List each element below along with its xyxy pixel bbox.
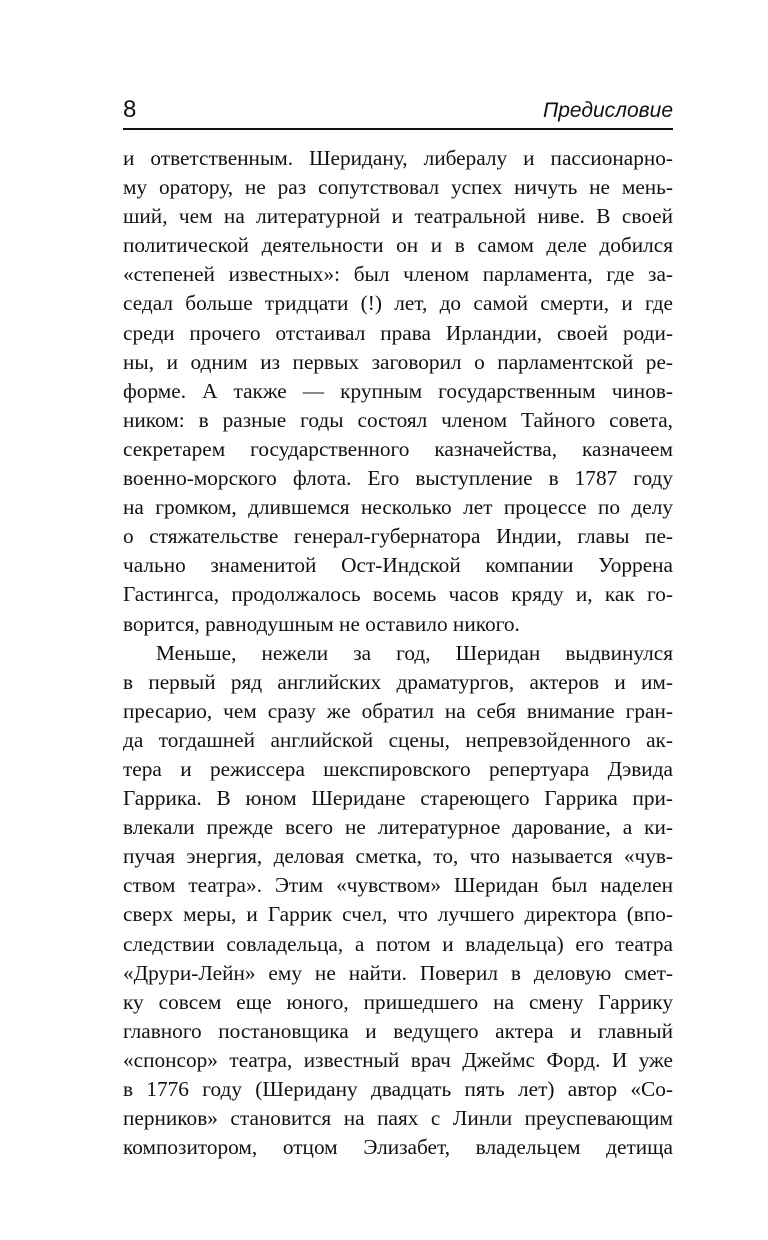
page-header: [123, 92, 673, 130]
text-line: ку совсем еще юного, пришедшего на смену Гаррику: [123, 989, 673, 1014]
text-line: пучая энергия, деловая сметка, то, что называется «чув-: [123, 844, 673, 869]
text-line: пресарио, чем сразу же обратил на себя внимание гран-: [123, 698, 673, 723]
text-line: ником: в разные годы состоял членом Тайного совета,: [123, 407, 673, 432]
text-line: политической деятельности он и в самом деле добился: [123, 233, 673, 258]
text-line: «степеней известных»: был членом парламента, где за-: [123, 262, 673, 287]
text-line: «Друри-Лейн» ему не найти. Поверил в деловую смет-: [123, 960, 673, 985]
text-line: среди прочего отстаивал права Ирландии, своей роди-: [123, 320, 673, 345]
text-line: главного постановщика и ведущего актера и главный: [123, 1018, 673, 1043]
text-line: тера и режиссера шекспировского репертуара Дэвида: [123, 756, 673, 781]
text-line: «спонсор» театра, известный врач Джеймс Форд. И уже: [123, 1047, 673, 1072]
text-line: сверх меры, и Гаррик счел, что лучшего директора (впо-: [123, 902, 673, 927]
text-line: да тогдашней английской сцены, непревзойденного ак-: [123, 727, 673, 752]
text-line: на громком, длившемся несколько лет процессе по делу: [123, 495, 673, 520]
text-line: Меньше, нежели за год, Шеридан выдвинулся: [156, 640, 673, 665]
text-line: секретарем государственного казначейства, казначеем: [123, 436, 673, 461]
text-line: и ответственным. Шеридану, либералу и пассионарно-: [123, 146, 673, 170]
text-line: военно-морского флота. Его выступление в 1787 году: [123, 466, 673, 491]
text-line: форме. А также — крупным государственным чинов-: [123, 378, 673, 403]
text-line: о стяжательстве генерал-губернатора Индии, главы пе-: [123, 524, 673, 549]
text-line: Гаррика. В юном Шеридане стареющего Гаррика при-: [123, 786, 673, 811]
page-number: 8: [123, 96, 137, 123]
text-line: ворится, равнодушным не оставило никого.: [123, 611, 520, 636]
text-line: Гастингса, продолжалось восемь часов кряду и, как го-: [123, 582, 673, 607]
text-line: ший, чем на литературной и театральной ниве. В своей: [123, 204, 673, 229]
text-line: в первый ряд английских драматургов, актеров и им-: [123, 669, 673, 694]
text-line: ны, и одним из первых заговорил о парламентской ре-: [123, 349, 673, 374]
text-line: перников» становится на паях с Линли преуспевающим: [123, 1106, 673, 1131]
text-line: седал больше тридцати (!) лет, до самой смерти, и где: [123, 291, 673, 316]
running-title: Предисловие: [543, 99, 673, 122]
text-line: ством театра». Этим «чувством» Шеридан был наделен: [123, 873, 673, 898]
text-line: композитором, отцом Элизабет, владельцем детища: [123, 1135, 673, 1160]
text-line: чально знаменитой Ост-Индской компании Уоррена: [123, 553, 673, 578]
body-text: [123, 144, 673, 1162]
text-line: му оратору, не раз сопутствовал успех ничуть не мень-: [123, 175, 673, 200]
text-line: влекали прежде всего не литературное дарование, а ки-: [123, 815, 673, 840]
text-line: в 1776 году (Шеридану двадцать пять лет) автор «Со-: [123, 1077, 673, 1101]
text-line: следствии совладельца, а потом и владельца) его театра: [123, 931, 673, 956]
